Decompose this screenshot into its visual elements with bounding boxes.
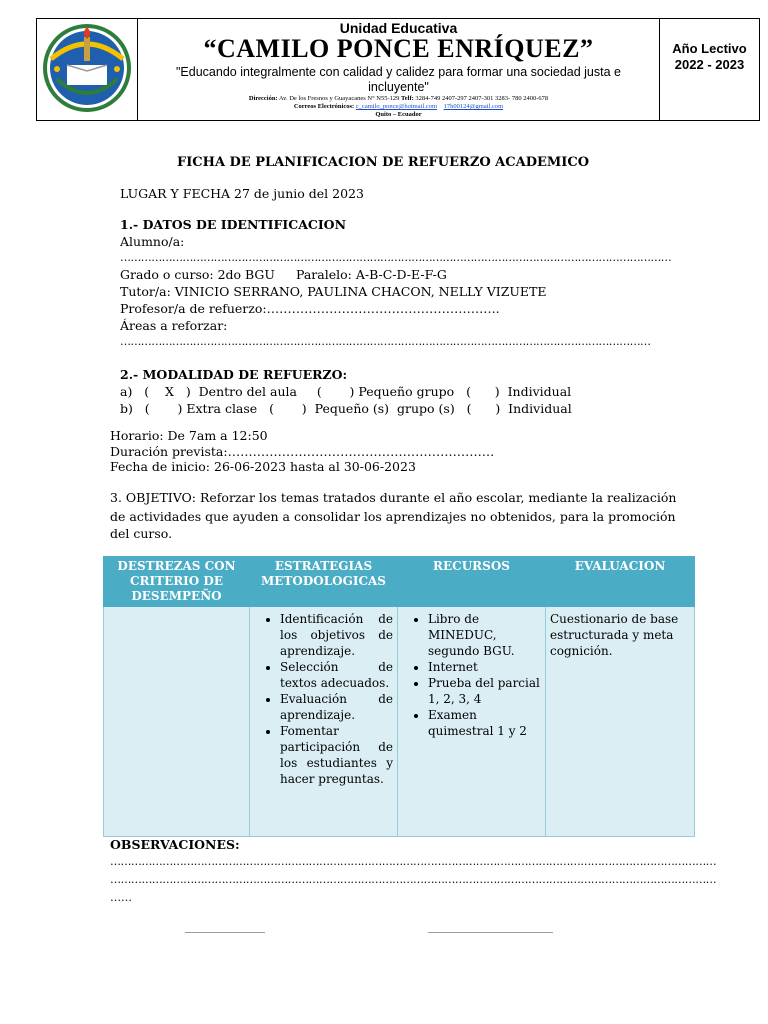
school-motto: "Educando integralmente con calidad y calidez para formar una sociedad justa e incluyente" [176,65,621,94]
estrategias-list [254,611,393,787]
list-item: • Internet [428,659,541,675]
email-link-1[interactable]: c_camilo_ponce@hotmail.com [355,103,438,110]
table-row [104,607,695,837]
school-name: “CAMILO PONCE ENRÍQUEZ” [203,34,594,63]
cell-evaluacion: Cuestionario de base estructurada y meta cognición. [546,607,695,837]
form-title: FICHA DE PLANIFICACION DE REFUERZO ACADEMICO [177,155,590,170]
place-date: LUGAR Y FECHA 27 de junio del 2023 [120,186,364,201]
student-label: Alumno/a: [120,234,185,249]
list-item: • Prueba del parcial 1, 2, 3, 4 [428,675,541,707]
student-dots: …………………………………………………………………………………………………………………………………………… [120,251,672,264]
email-label: Correos Electrónicos: [293,103,355,110]
observations-dots-3: …… [110,891,132,904]
phone-label: Telf: [401,95,414,102]
header-evaluacion: EVALUACION [546,557,695,607]
list-item: • Examen quimestral 1 y 2 [428,707,541,739]
header-recursos: RECURSOS [398,557,546,607]
school-year-label: Año Lectivo [672,41,747,56]
start-date: Fecha de inicio: 26-06-2023 hasta al 30-06-2023 [110,459,416,474]
header-center [138,19,659,120]
schedule: Horario: De 7am a 12:50 [110,428,268,443]
objective-line-1: 3. OBJETIVO: Reforzar los temas tratados durante el año escolar, mediante la realización [110,490,677,505]
cell-estrategias [250,607,398,837]
signature-line-right: _________________________ [428,922,553,933]
unit-label: Unidad Educativa [339,20,458,36]
school-year-range: 2022 - 2023 [674,57,745,72]
city-line: Quito – Ecuador [375,111,422,118]
objective-line-2: de actividades que ayuden a consolidar los aprendizajes no obtenidos, para la promoción [110,509,676,524]
section-modality-title: 2.- MODALIDAD DE REFUERZO: [120,367,348,382]
list-item: • Selección de textos adecuados. [280,659,393,691]
header-destrezas: DESTREZAS CON CRITERIO DE DESEMPEÑO [104,557,250,607]
modality-option-b: b) ( ) Extra clase ( ) Pequeño (s) grupo (s) ( ) Individual [120,401,572,416]
grade: Grado o curso: 2do BGU [120,267,275,282]
phone-value: 3284-749 2407-297 2407-301 3283- 780 2400-678 [415,95,549,102]
list-item: • Evaluación de aprendizaje. [280,691,393,723]
list-item: • Libro de MINEDUC, segundo BGU. [428,611,541,659]
objective-line-3: del curso. [110,526,173,541]
email-link-2[interactable]: 17h00124@gmail.com [443,103,504,110]
observations-dots-2: ………………………………………………………………………………………………………………………………………………………… [110,873,717,886]
table-header-row [104,557,695,607]
header-estrategias: ESTRATEGIAS METODOLOGICAS [250,557,398,607]
list-item: • Fomentar participación de los estudiantes y hacer preguntas. [280,723,393,787]
reinforcement-teacher: Profesor/a de refuerzo:……………………………………………….. [120,301,500,316]
school-header [36,18,760,121]
section-identification-title: 1.- DATOS DE IDENTIFICACION [120,217,347,232]
signature-line-left: ________________ [185,922,265,933]
school-logo [37,19,137,119]
address-value: Av. De los Fresnos y Guayacanes N° N55-129 [278,95,400,102]
observations-label: OBSERVACIONES: [110,837,240,852]
list-item: • Identificación de los objetivos de aprendizaje. [280,611,393,659]
address-label: Dirección: [248,95,278,102]
address-line [138,95,659,103]
cell-recursos [398,607,546,837]
recursos-list [402,611,541,739]
school-year-cell [659,19,759,120]
tutor: Tutor/a: VINICIO SERRANO, PAULINA CHACON, NELLY VIZUETE [120,284,547,299]
parallel: Paralelo: A-B-C-D-E-F-G [296,267,447,282]
observations-dots-1: ………………………………………………………………………………………………………………………………………………………… [110,855,717,868]
modality-option-a: a) ( X ) Dentro del aula ( ) Pequeño grupo ( ) Individual [120,384,572,399]
logo-cell [37,19,138,120]
email-line [138,103,659,111]
areas-dots: ……………………………………………………………………………………………………………………………………… [120,335,651,348]
cell-destrezas [104,607,250,837]
planned-duration: Duración prevista:………………………………………………………. [110,444,495,459]
planning-table [103,556,695,837]
areas-label: Áreas a reforzar: [120,318,228,333]
